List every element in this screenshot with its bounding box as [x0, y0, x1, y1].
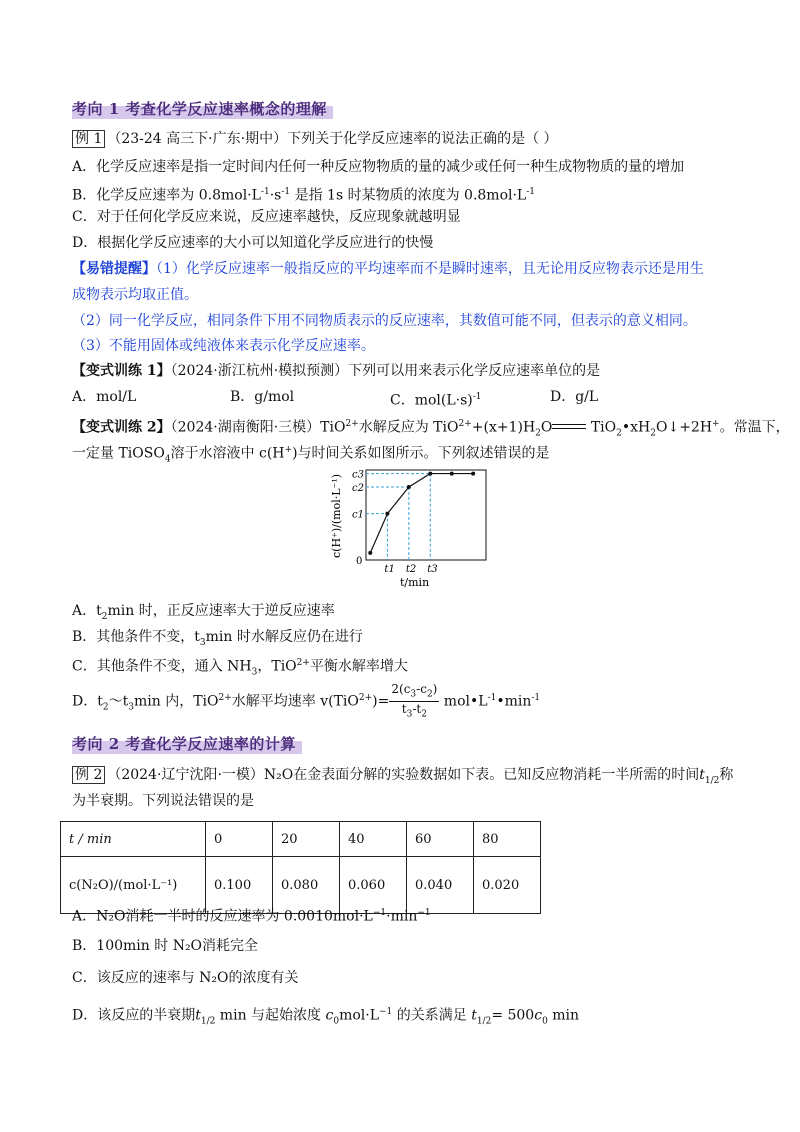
- table-header-cell: 80: [474, 822, 541, 857]
- example-tag: 例 1: [72, 130, 105, 148]
- example2-question-line1: 例 2 （2024·辽宁沈阳·一模）N₂O在金表面分解的实验数据如下表。已知反应物消耗一半所需的时间$t_{1/2}$称: [72, 765, 733, 791]
- x-tick-label-1: t1: [384, 564, 395, 575]
- table-cell: 0.100: [206, 857, 273, 914]
- data-point-2: [385, 512, 389, 516]
- example2-option-d: D．该反应的半衰期$t_{1/2}$ min 与起始浓度 $c_0mol\cdot L^{-1}$ 的关系满足 $t_{1/2}= 500c_0$ min: [72, 1007, 580, 1027]
- drill2-option-b: B．其他条件不变，$t_3\min$ 时水解反应仍在进行: [72, 629, 363, 648]
- example-tag: 例 2: [72, 766, 105, 784]
- table-cell: 0.020: [474, 857, 541, 914]
- tips-line-2: 成物表示均取正值。: [72, 287, 198, 303]
- data-point-6: [471, 472, 475, 476]
- concentration-time-chart: [320, 462, 490, 597]
- x-tick-label-2: t2: [405, 564, 417, 575]
- data-table: [60, 821, 541, 914]
- drill2-option-c: C．其他条件不变，通入 $NH_3$，TiO$^{2+}$平衡水解率增大: [72, 658, 408, 678]
- drill2-option-d: D．$t_2\sim t_3\min$ 内，TiO$^{2+}$水解平均速率 v(TiO$^{2+}$)= $\frac{2(c_3-c_2)}{t_3-t_2}$ $mol•L^{-1}•\min^{-1}$: [72, 681, 541, 720]
- drill2-question-line1: 【变式训练 2】（2024·湖南衡阳·三模）TiO$^{2+}$水解反应为 $TiO^{2+}+(x+1)H_2O$ $TiO_2•xH_2O↓+2H^+$。常温下，: [72, 419, 790, 439]
- y-tick-label-1: c1: [352, 509, 364, 521]
- table-cell: 0.060: [340, 857, 407, 914]
- x-tick-label-3: t3: [427, 564, 438, 575]
- table-row-label: c(N₂O)/(mol·L⁻¹): [61, 857, 206, 914]
- drill2-question-line2: 一定量 TiOSO$_4$溶于水溶液中 c(H+)与时间关系如图所示。下列叙述错误的是: [72, 445, 550, 465]
- tips-line-4: （3）不能用固体或纯液体来表示化学反应速率。: [72, 338, 375, 354]
- data-point-5: [450, 472, 454, 476]
- example1-option-d: D．根据化学反应速率的大小可以知道化学反应进行的快慢: [72, 235, 434, 251]
- tips-line-3: （2）同一化学反应，相同条件下用不同物质表示的反应速率，其数值可能不同，但表示的意义相同。: [72, 313, 697, 329]
- drill1-question: 【变式训练 1】（2024·浙江杭州·模拟预测）下列可以用来表示化学反应速率单位的是: [72, 363, 601, 379]
- example1-option-b: B．化学反应速率为 $0.8mol\cdot L^{-1}\cdot s^{-1}$ 是指 1s 时某物质的浓度为 $0.8mol\cdot L^{-1}$: [72, 187, 536, 204]
- example1-question: 例 1 （23-24 高三下·广东·期中）下列关于化学反应速率的说法正确的是（ ）: [72, 129, 558, 149]
- y-axis-label: c(H⁺)/(mol·L⁻¹): [330, 473, 343, 558]
- y-tick-label-2: c2: [352, 482, 364, 494]
- tips-line-1: 【易错提醒】（1）化学反应速率一般指反应的平均速率而不是瞬时速率，且无论用反应物表示还是用生: [72, 261, 704, 277]
- data-point-3: [407, 485, 411, 489]
- table-row: [61, 822, 541, 857]
- table-header-cell: 60: [407, 822, 474, 857]
- section-heading-1: 考向 1 考查化学反应速率概念的理解: [72, 96, 333, 121]
- rate-fraction: $\frac{2(c_3-c_2)}{t_3-t_2}$: [391, 681, 438, 720]
- table-header-cell: 0: [206, 822, 273, 857]
- x-axis-label: t/min: [400, 576, 430, 589]
- y-tick-label-3: c3: [352, 469, 364, 481]
- table-header-cell: 20: [273, 822, 340, 857]
- example2-option-b: B．100min 时 N₂O消耗完全: [72, 938, 259, 954]
- table-header-cell: 40: [340, 822, 407, 857]
- table-header-cell: t / min: [61, 822, 206, 857]
- data-point-4: [428, 472, 432, 476]
- example1-option-c: C．对于任何化学反应来说，反应速率越快，反应现象就越明显: [72, 209, 461, 225]
- example2-option-a: A．N₂O消耗一半时的反应速率为 $0.0010mol\cdot L^{-1}\cdot\min^{-1}$: [72, 908, 431, 925]
- table-cell: 0.040: [407, 857, 474, 914]
- plot-frame: [366, 470, 486, 560]
- drill2-option-a: A．$t_2\min$ 时，正反应速率大于逆反应速率: [72, 603, 335, 622]
- example1-option-a: A．化学反应速率是指一定时间内任何一种反应物物质的量的减少或任何一种生成物物质的量的增加: [72, 159, 685, 175]
- example2-question-line2: 为半衰期。下列说法错误的是: [72, 793, 254, 809]
- table-cell: 0.080: [273, 857, 340, 914]
- section-heading-2: 考向 2 考查化学反应速率的计算: [72, 731, 302, 756]
- example2-option-c: C．该反应的速率与 N₂O的浓度有关: [72, 970, 299, 986]
- origin-label: 0: [356, 556, 363, 567]
- data-point-1: [368, 551, 372, 555]
